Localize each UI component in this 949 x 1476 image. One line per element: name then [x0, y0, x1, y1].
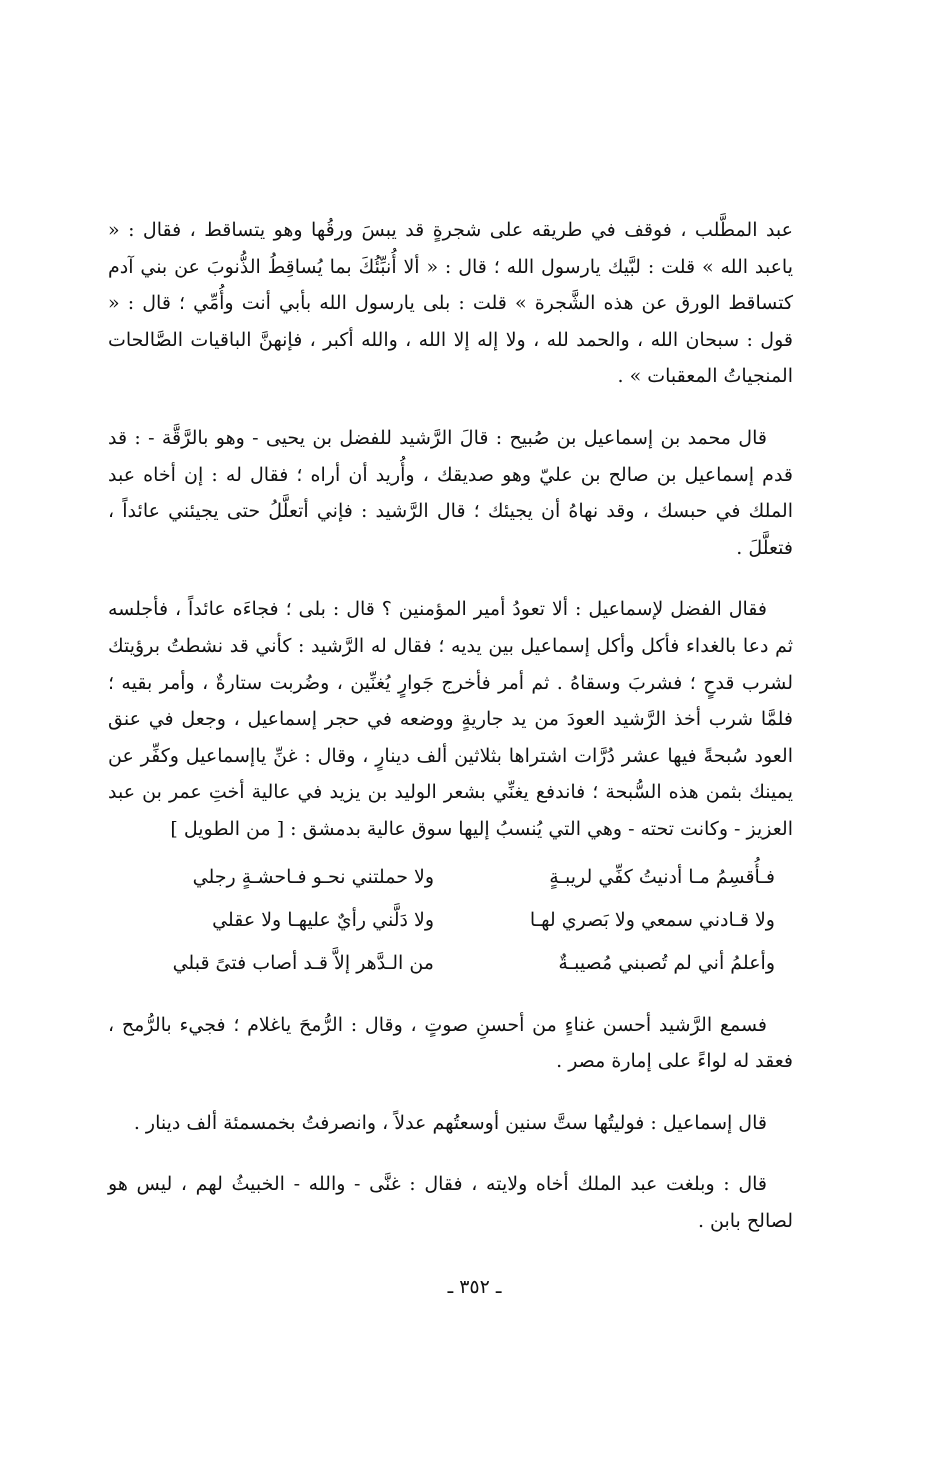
verse-line — [108, 856, 793, 899]
verse-second-hemistich: ولا حملتني نحـو فـاحشـةٍ رجلي — [192, 865, 434, 888]
verse-second-hemistich: من الـدَّهر إلاَّ قـد أصاب فتىً قبلي — [172, 951, 434, 974]
paragraph-1: عبد المطَّلب ، فوقف في طريقه على شجرةٍ قد يبسَ ورقُها وهو يتساقط ، فقال : « ياعبد الله » قلت : لبَّيك يارسول الله ؛ قال : « ألا أُنبِّئُكَ بما يُساقِطُ الذُّنوبَ عن بني آدم كتساقط الورق عن هذه الشَّجرة » قلت : بلى يارسول الله بأبي أنت وأُمِّي ؛ قال : « قول : سبحان الله ، والحمد لله ، ولا إله إلا الله ، والله أكبر ، فإنهنَّ الباقيات الصَّالحات المنجياتُ المعقبات » . — [108, 219, 793, 388]
verse-first-hemistich: ولا قـادني سمعي ولا بَصري لهـا — [529, 908, 775, 931]
paragraph-2: قال محمد بن إسماعيل بن صُبيح : قالَ الرَّشيد للفضل بن يحيى - وهو بالرَّقَّة - : قد قدم إسماعيل بن صالح بن عليّ وهو صديقك ، وأُريد أن أراه ؛ فقال له : إن أخاه عبد الملك في حبسك ، وقد نهاهُ أن يجيئك ؛ قال الرَّشيد : فإني أتعلَّلُ حتى يجيئني عائداً ، فتعلَّلَ . — [108, 426, 793, 559]
paragraph-3: فقال الفضل لإسماعيل : ألا تعودُ أمير المؤمنين ؟ قال : بلى ؛ فجاءَه عائداً ، فأجلسه ثم دعا بالغداء فأكل وأكل إسماعيل بين يديه ؛ فقال له الرَّشيد : كأني قد نشطتُ برؤيتك لشرب قدحٍ ؛ فشربَ وسقاهُ . ثم أمر فأخرج جَوارٍ يُغنِّين ، وضُربت ستارةٌ ، وأمر بقيه ؛ فلمَّا شرب أخذ الرَّشيد العودَ من يد جاريةٍ ووضعه في حجر إسماعيل ، وجعل في عنق العود سُبحةً فيها عشر دُرَّات اشتراها بثلاثين ألف دينارٍ ، وقال : غنِّ ياإسماعيل وكفِّر عن يمينك بثمن هذه السُّبحة ؛ فاندفع يغنِّي بشعر الوليد بن يزيد في عالية أختِ عمر بن عبد العزيز - وكانت تحته - وهي التي يُنسبُ إليها سوق عالية بدمشق : [ من الطويل ] — [108, 598, 793, 840]
verse-second-hemistich: ولا دَلَّني رأيٌ عليهـا ولا عقلي — [212, 908, 434, 931]
page-number: ـ ٣٥٢ ـ — [447, 1276, 502, 1298]
paragraph-6: قال : وبلغت عبد الملك أخاه ولايته ، فقال : غنَّى - والله - الخبيثُ لهم ، ليس هو لصالح بابن . — [108, 1173, 793, 1232]
poem — [108, 856, 793, 985]
page-body — [108, 212, 793, 1264]
verse-first-hemistich: فـأُقسِمُ مـا أدنيتُ كفِّي لريبـةٍ — [549, 865, 775, 888]
verse-line — [108, 942, 793, 985]
verse-first-hemistich: وأعلمُ أني لم تُصبني مُصيبـةٌ — [558, 951, 775, 974]
verse-line — [108, 899, 793, 942]
paragraph-4: فسمع الرَّشيد أحسن غناءٍ من أحسنِ صوتٍ ، وقال : الرُّمحَ ياغلام ؛ فجيء بالرُّمح ، فعقد له لواءً على إمارة مصر . — [108, 1013, 793, 1073]
paragraph-5: قال إسماعيل : فوليتُها ستَّ سنين أوسعتُهم عدلاً ، وانصرفتُ بخمسمئة ألف دينار . — [133, 1111, 767, 1134]
